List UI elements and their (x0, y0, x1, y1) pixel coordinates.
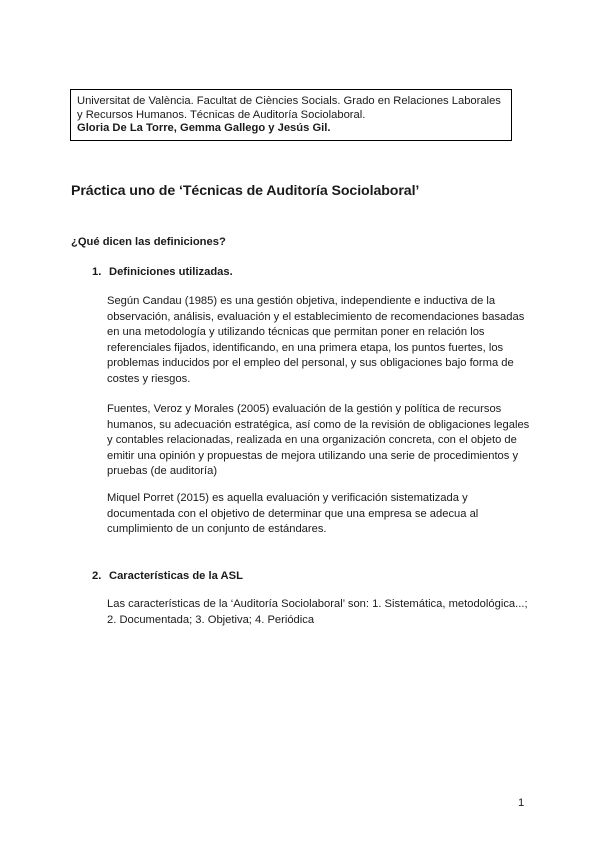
section-2-number: 2. (92, 570, 102, 582)
paragraph-fuentes: Fuentes, Veroz y Morales (2005) evaluación de la gestión y política de recursos humanos, su adecuación estratégica, así como de la revisión de obligaciones legales y contables relacionadas, realizada en una organización concreta, con el objeto de emitir una opinión y propuestas de mejora utilizando una serie de procedimientos y pruebas (de auditoría) (107, 403, 530, 478)
paragraph-characteristics: Las características de la ‘Auditoría Sociolaboral’ son: 1. Sistemática, metodológica...; 2. Documentada; 3. Objetiva; 4. Periódica (107, 598, 528, 626)
paragraph-candau: Según Candau (1985) es una gestión objetiva, independiente e inductiva de la observación, análisis, evaluación y el establecimiento de recomendaciones basadas en una metodología y utilizando técnicas que permitan poner en relación los referenciales fijados, identificando, en una primera etapa, los puntos fuertes, los problemas inducidos por el empleo del personal, y sus obligaciones bajo forma de costes y riesgos. (107, 295, 525, 385)
page-title: Práctica uno de ‘Técnicas de Auditoría Sociolaboral’ (71, 183, 420, 199)
page-number: 1 (518, 797, 525, 809)
section-2-heading (92, 570, 243, 582)
paragraph-porret: Miquel Porret (2015) es aquella evaluación y verificación sistematizada y documentada con el objetivo de determinar que una empresa se adecua al cumplimiento de un conjunto de estándares. (107, 492, 479, 536)
header-box (70, 89, 512, 141)
section-1-number: 1. (92, 266, 102, 278)
authors-text: Gloria De La Torre, Gemma Gallego y Jesús Gil. (77, 122, 331, 135)
section-2-title: Características de la ASL (109, 570, 243, 582)
section-1-heading (92, 266, 233, 278)
affiliation-text: Universitat de València. Facultat de Ciències Socials. Grado en Relaciones Laborales y Recursos Humanos. Técnicas de Auditoría Sociolaboral. (77, 95, 501, 121)
section-1-title: Definiciones utilizadas. (109, 266, 233, 278)
subtitle: ¿Qué dicen las definiciones? (71, 236, 226, 248)
